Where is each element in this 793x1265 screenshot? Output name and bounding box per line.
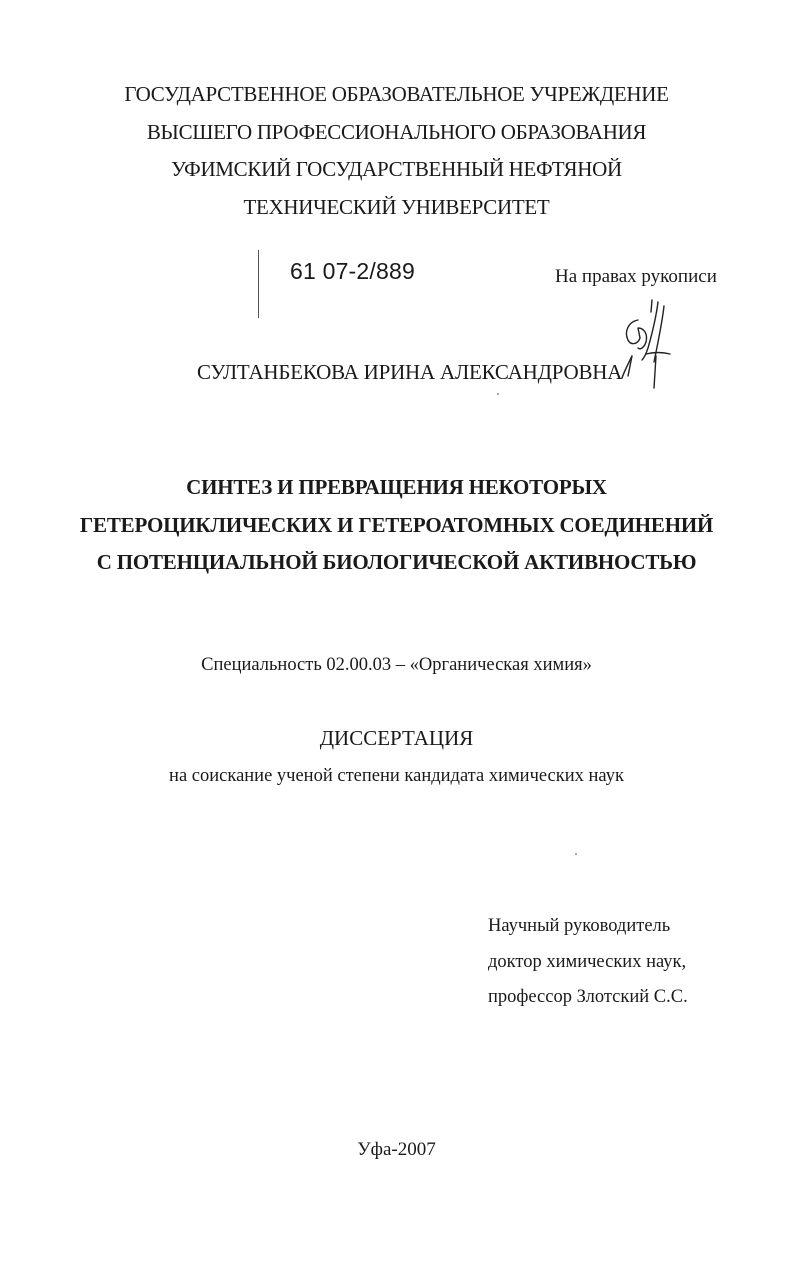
document-type: ДИССЕРТАЦИЯ (319, 726, 474, 750)
dissertation-title (0, 469, 793, 582)
supervisor-line-1: Научный руководитель (488, 916, 671, 936)
title-line-3: С ПОТЕНЦИАЛЬНОЙ БИОЛОГИЧЕСКОЙ АКТИВНОСТЬЮ (96, 550, 697, 574)
specialty: Специальность 02.00.03 – «Органическая химия» (201, 655, 592, 675)
supervisor-line-3: профессор Злотский С.С. (488, 987, 688, 1007)
institution-line-4: ТЕХНИЧЕСКИЙ УНИВЕРСИТЕТ (243, 194, 550, 219)
supervisor-block (488, 909, 688, 1016)
institution-line-2: ВЫСШЕГО ПРОФЕССИОНАЛЬНОГО ОБРАЗОВАНИЯ (146, 119, 647, 144)
title-line-1: СИНТЕЗ И ПРЕВРАЩЕНИЯ НЕКОТОРЫХ (186, 475, 607, 499)
degree-statement: на соискание ученой степени кандидата химических наук (169, 766, 624, 786)
handwritten-signature (618, 298, 680, 390)
institution-header (0, 76, 793, 226)
institution-line-1: ГОСУДАРСТВЕННОЕ ОБРАЗОВАТЕЛЬНОЕ УЧРЕЖДЕНИЕ (124, 82, 669, 106)
supervisor-line-2: доктор химических наук, (488, 951, 687, 972)
institution-line-3: УФИМСКИЙ ГОСУДАРСТВЕННЫЙ НЕФТЯНОЙ (171, 157, 622, 181)
scan-speck (575, 853, 577, 855)
author-name: СУЛТАНБЕКОВА ИРИНА АЛЕКСАНДРОВНА (197, 360, 623, 384)
rights-note: На правах рукописи (555, 266, 717, 287)
library-stamp-code: 61 07-2/889 (290, 258, 415, 284)
title-line-2: ГЕТЕРОЦИКЛИЧЕСКИХ И ГЕТЕРОАТОМНЫХ СОЕДИНЕНИЙ (79, 512, 714, 537)
scan-speck (497, 393, 499, 395)
city-year: Уфа-2007 (357, 1139, 436, 1160)
stamp-bar (258, 250, 259, 318)
